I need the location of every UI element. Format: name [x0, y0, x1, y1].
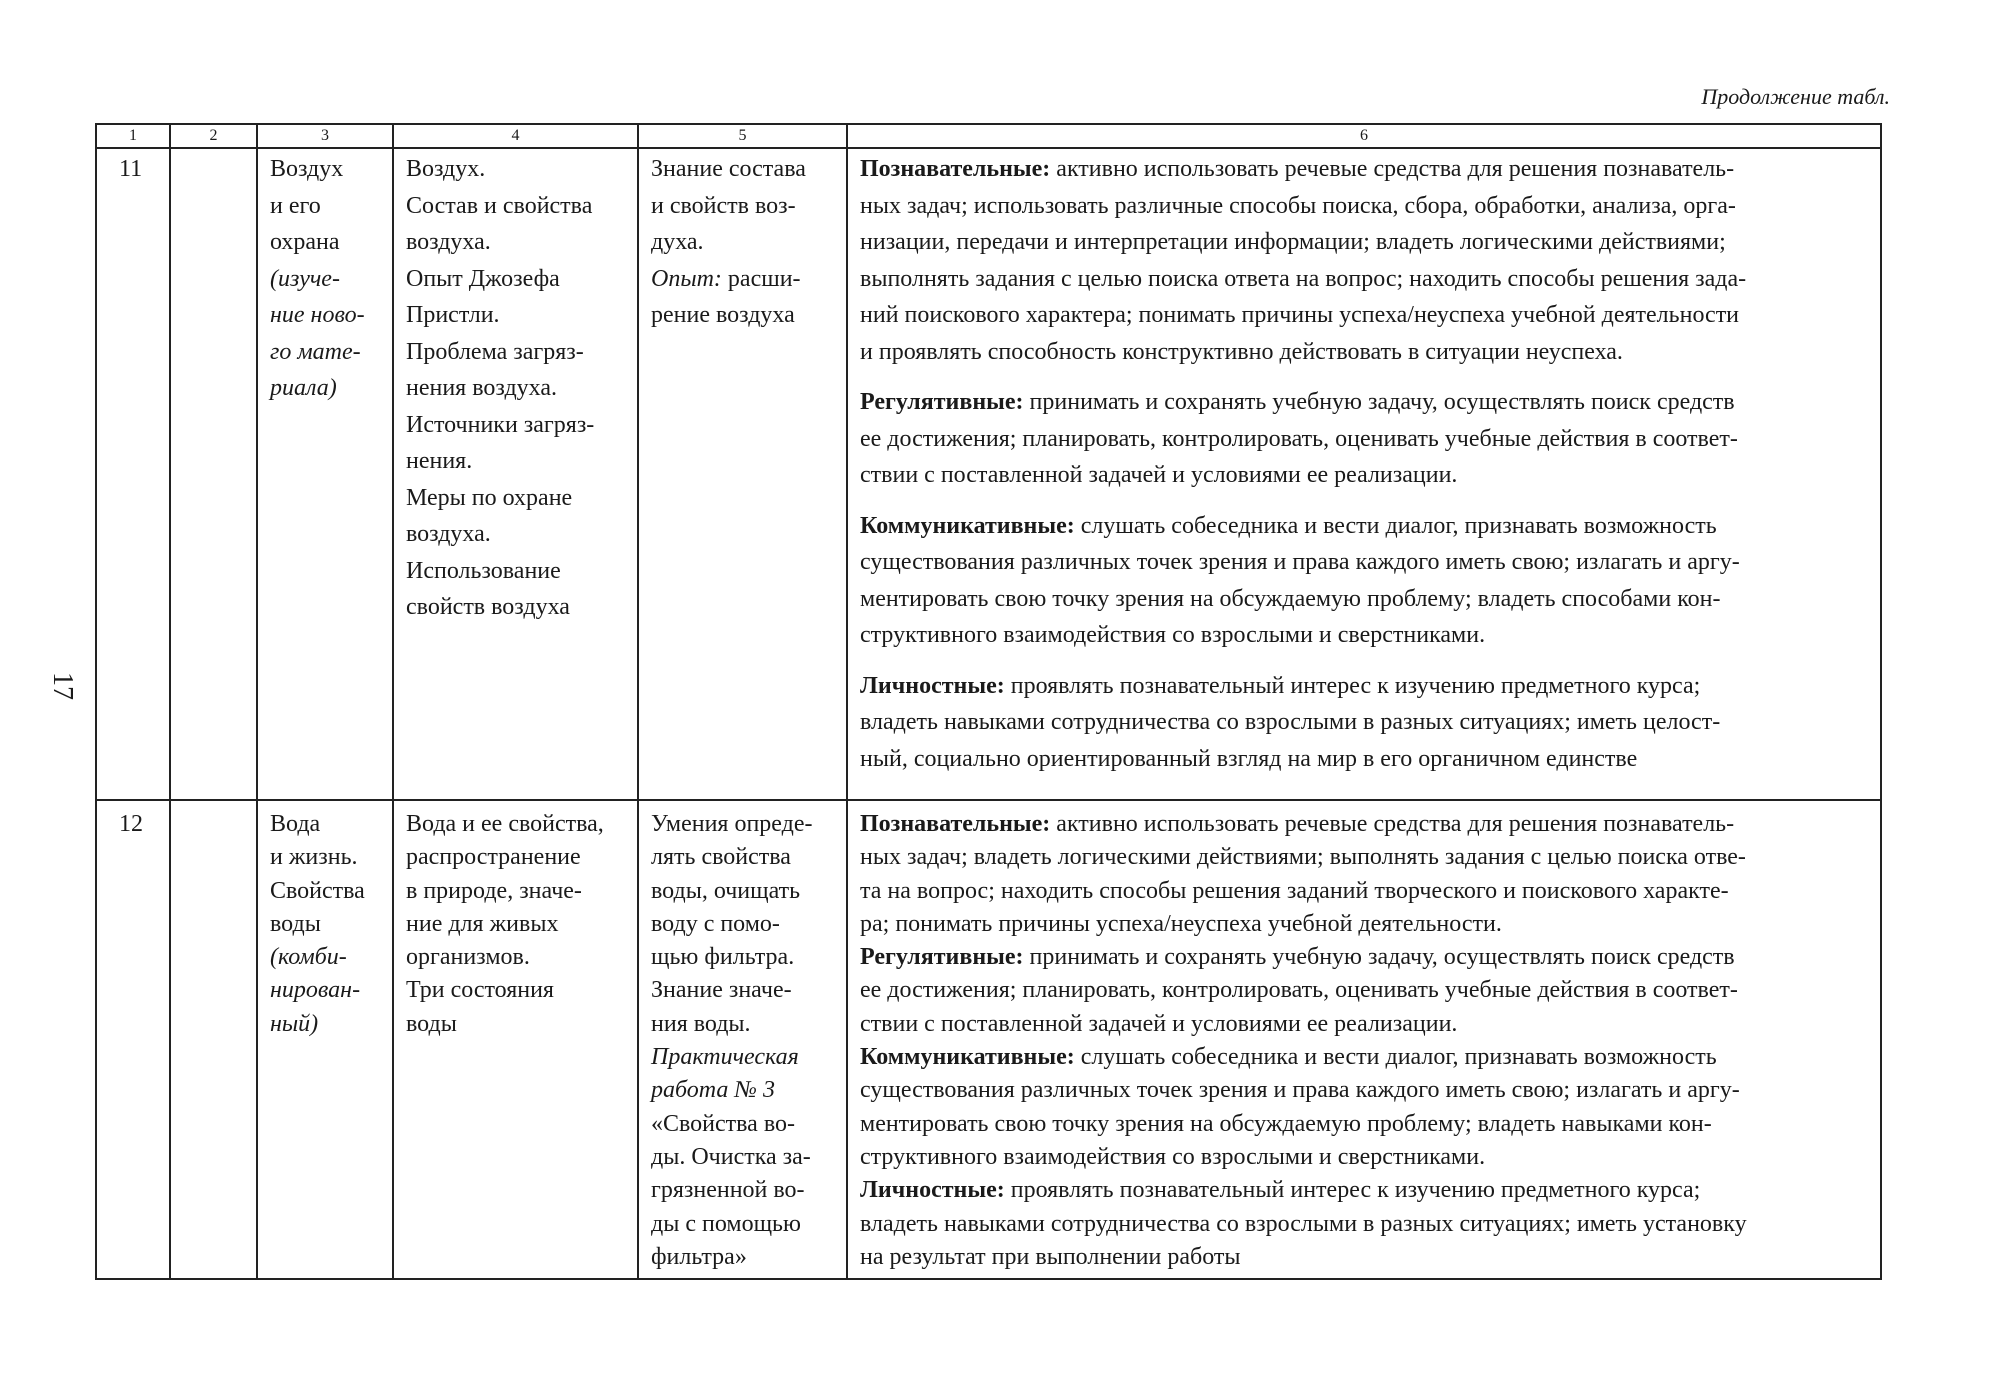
uud-text: ее достижения; планировать, контролировать, оценивать учебные действия в соответ- — [860, 425, 1738, 452]
uud-text: ментировать свою точку зрения на обсуждаемую проблему; владеть способами кон- — [860, 585, 1721, 612]
uud-text: структивного взаимодействия со взрослыми и сверстниками. — [860, 622, 1486, 648]
column-number: 2 — [170, 124, 257, 148]
lesson-type-line: ный) — [270, 1010, 319, 1037]
lesson-number: 11 — [119, 156, 143, 182]
uud-cell — [847, 148, 1881, 800]
uud-cell — [847, 800, 1881, 1279]
lesson-type-line: го мате- — [270, 338, 361, 365]
page-number: 17 — [47, 672, 78, 700]
topic-cell — [257, 800, 393, 1279]
topic-cell — [257, 148, 393, 800]
subject-result-line: лять свойства — [651, 844, 791, 871]
subject-result-line: фильтра» — [651, 1243, 747, 1270]
content-line: свойств воздуха — [406, 594, 570, 620]
content-line: воды — [406, 1010, 457, 1037]
subject-result-line: ния воды. — [651, 1010, 751, 1037]
subject-result-line: ды с помощью — [651, 1210, 801, 1237]
lesson-plan-table — [95, 123, 1882, 1280]
uud-text: ных задач; использовать различные способы поиска, сбора, обработки, анализа, орга- — [860, 192, 1736, 219]
uud-text: выполнять задания с целью поиска ответа на вопрос; находить способы решения зада- — [860, 265, 1747, 292]
content-line: нения. — [406, 448, 473, 474]
content-line: Три состояния — [406, 977, 554, 1004]
topic-line: охрана — [270, 229, 340, 255]
topic-line: Вода — [270, 811, 321, 837]
uud-text: ментировать свою точку зрения на обсуждаемую проблему; владеть навыками кон- — [860, 1110, 1712, 1137]
content-line: в природе, значе- — [406, 877, 582, 904]
content-line: Проблема загряз- — [406, 338, 584, 365]
practical-work-line: Практическая — [651, 1044, 799, 1071]
uud-text: существования различных точек зрения и права каждого иметь свою; излагать и аргу- — [860, 549, 1740, 575]
uud-text: активно использовать речевые средства для решения познаватель- — [1050, 811, 1735, 837]
uud-text: структивного взаимодействия со взрослыми и сверстниками. — [860, 1143, 1486, 1170]
lesson-number-cell — [96, 148, 170, 800]
table-row — [96, 800, 1881, 1279]
uud-label: Познавательные: — [860, 156, 1051, 182]
subject-result-line: грязненной во- — [651, 1177, 805, 1204]
uud-label: Коммуникативные: — [860, 512, 1075, 539]
content-line: Опыт Джозефа — [406, 265, 560, 292]
subject-result-line: и свойств воз- — [651, 192, 796, 219]
uud-text: принимать и сохранять учебную задачу, осуществлять поиск средств — [1023, 389, 1735, 415]
column-number-row — [96, 124, 1881, 148]
subject-result-line: Умения опреде- — [651, 811, 813, 837]
subject-result-line: щью фильтра. — [651, 944, 795, 971]
column-number: 3 — [257, 124, 393, 148]
uud-label: Познавательные: — [860, 811, 1051, 837]
uud-cognitive — [860, 808, 1870, 941]
content-line: Пристли. — [406, 302, 500, 328]
topic-line: Свойства — [270, 877, 365, 904]
subject-result-line: Знание состава — [651, 156, 806, 182]
uud-text: проявлять познавательный интерес к изучению предметного курса; — [1004, 1177, 1701, 1204]
uud-text: на результат при выполнении работы — [860, 1243, 1241, 1270]
content-line: Состав и свойства — [406, 192, 593, 219]
content-line: воздуха. — [406, 229, 491, 255]
lesson-type-line: риала) — [270, 375, 337, 401]
uud-cognitive — [860, 151, 1870, 370]
uud-label: Коммуникативные: — [860, 1044, 1075, 1071]
content-line: Меры по охране — [406, 484, 573, 511]
uud-communicative — [860, 508, 1870, 654]
uud-label: Регулятивные: — [860, 944, 1024, 971]
uud-text: владеть навыками сотрудничества со взрослыми в разных ситуациях; иметь установку — [860, 1210, 1747, 1237]
content-line: ние для живых — [406, 910, 559, 937]
lesson-type-line: нирован- — [270, 977, 361, 1004]
lesson-number-cell — [96, 800, 170, 1279]
topic-line: воды — [270, 910, 321, 937]
uud-regulatory — [860, 384, 1870, 494]
column-number: 5 — [638, 124, 847, 148]
uud-text: и проявлять способность конструктивно действовать в ситуации неуспеха. — [860, 338, 1623, 365]
column-number: 1 — [96, 124, 170, 148]
uud-text: ра; понимать причины успеха/неуспеха учебной деятельности. — [860, 910, 1502, 937]
table-continuation-caption: Продолжение табл. — [1701, 84, 1890, 109]
uud-text: ствии с поставленной задачей и условиями ее реализации. — [860, 462, 1458, 488]
practical-work-line: работа № 3 — [651, 1077, 776, 1104]
uud-text: ный, социально ориентированный взгляд на мир в его органичном единстве — [860, 745, 1638, 772]
subject-result-line: воды, очищать — [651, 877, 801, 904]
uud-text: ствии с поставленной задачей и условиями ее реализации. — [860, 1010, 1458, 1037]
topic-line: и жизнь. — [270, 844, 358, 871]
uud-text: низации, передачи и интерпретации информации; владеть логическими действиями; — [860, 229, 1726, 255]
lesson-type-line: ние ново- — [270, 302, 365, 328]
topic-line: Воздух — [270, 156, 344, 182]
uud-text: принимать и сохранять учебную задачу, осуществлять поиск средств — [1023, 944, 1735, 971]
empty-cell — [170, 800, 257, 1279]
content-line: Использование — [406, 557, 561, 584]
lesson-type-line: (комби- — [270, 944, 347, 971]
uud-label: Личностные: — [860, 672, 1005, 699]
content-line: воздуха. — [406, 521, 491, 547]
experiment-label: Опыт: — [651, 265, 722, 292]
table-row — [96, 148, 1881, 800]
topic-line: и его — [270, 192, 321, 219]
subject-result-line: Знание значе- — [651, 977, 792, 1004]
uud-text: слушать собеседника и вести диалог, признавать возможность — [1074, 512, 1717, 539]
uud-text: активно использовать речевые средства для решения познаватель- — [1050, 156, 1735, 182]
uud-text: владеть навыками сотрудничества со взрослыми в разных ситуациях; иметь целост- — [860, 709, 1721, 735]
subject-result-line: духа. — [651, 229, 704, 255]
uud-personal — [860, 668, 1870, 778]
lesson-number: 12 — [119, 811, 143, 837]
uud-text: та на вопрос; находить способы решения заданий творческого и поискового характе- — [860, 877, 1729, 904]
uud-text: ний поискового характера; понимать причины успеха/неуспеха учебной деятельности — [860, 302, 1740, 328]
content-line: Вода и ее свойства, — [406, 811, 604, 837]
uud-text: проявлять познавательный интерес к изучению предметного курса; — [1004, 672, 1701, 699]
lesson-type-line: (изуче- — [270, 265, 340, 292]
column-number: 6 — [847, 124, 1881, 148]
content-line: организмов. — [406, 944, 530, 971]
subject-result-line: воду с помо- — [651, 910, 780, 937]
content-line: Источники загряз- — [406, 411, 595, 438]
uud-label: Личностные: — [860, 1177, 1005, 1204]
content-line: распространение — [406, 844, 581, 871]
subject-result-line: «Свойства во- — [651, 1110, 795, 1137]
content-line: Воздух. — [406, 156, 486, 182]
subject-result-line: ды. Очистка за- — [651, 1143, 811, 1170]
uud-communicative — [860, 1041, 1870, 1174]
uud-text: существования различных точек зрения и права каждого иметь свою; излагать и аргу- — [860, 1077, 1740, 1104]
experiment-text: расши- — [721, 265, 801, 292]
subject-result-line — [651, 261, 836, 298]
subject-result-line: рение воздуха — [651, 302, 795, 328]
subject-results-cell — [638, 148, 847, 800]
content-cell — [393, 800, 638, 1279]
uud-text: слушать собеседника и вести диалог, признавать возможность — [1074, 1044, 1717, 1071]
subject-results-cell — [638, 800, 847, 1279]
uud-text: ных задач; владеть логическими действиями; выполнять задания с целью поиска отве- — [860, 844, 1746, 871]
uud-text: ее достижения; планировать, контролировать, оценивать учебные действия в соответ- — [860, 977, 1738, 1004]
uud-label: Регулятивные: — [860, 389, 1024, 415]
column-number: 4 — [393, 124, 638, 148]
uud-personal — [860, 1174, 1870, 1274]
content-cell — [393, 148, 638, 800]
content-line: нения воздуха. — [406, 375, 557, 401]
empty-cell — [170, 148, 257, 800]
uud-regulatory — [860, 941, 1870, 1041]
